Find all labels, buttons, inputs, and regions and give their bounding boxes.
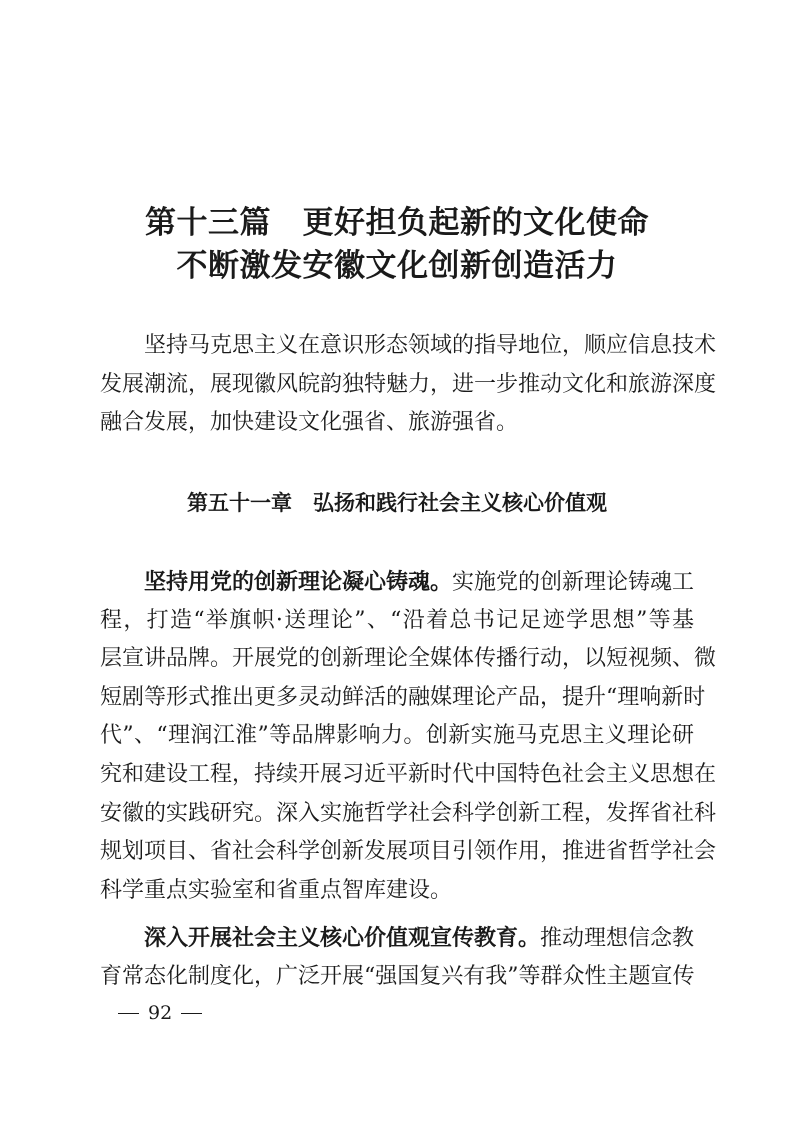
section-title-line-1: 第十三篇 更好担负起新的文化使命: [145, 205, 649, 241]
paragraph-line: 规划项目、省社会科学创新发展项目引领作用，推进省哲学社会: [100, 839, 717, 865]
page-number: [118, 998, 202, 1028]
intro-paragraph: [100, 327, 717, 443]
paragraph-first-line: [100, 919, 694, 958]
paragraph-line: 科学重点实验室和省重点智库建设。: [100, 877, 453, 903]
section-title-line-2: 不断激发安徽文化创新创造活力: [176, 248, 618, 284]
paragraph-line: 程，打造“举旗帜·送理论”、“沿着总书记足迹学思想”等基: [100, 607, 694, 633]
body-paragraph-1: [100, 563, 717, 910]
paragraph-text: 实施党的创新理论铸魂工: [452, 570, 695, 595]
page-number-dash-left: [118, 1013, 139, 1014]
chapter-heading: 第五十一章 弘扬和践行社会主义核心价值观: [187, 491, 607, 515]
paragraph-line: 安徽的实践研究。深入实施哲学社会科学创新工程，发挥省社科: [100, 800, 717, 826]
page-number-dash-right: [181, 1013, 202, 1014]
paragraph-line: 层宣讲品牌。开展党的创新理论全媒体传播行动，以短视频、微: [100, 646, 717, 672]
paragraph-text: 推动理想信念教: [540, 926, 695, 951]
paragraph-lead: 坚持用党的创新理论凝心铸魂。: [144, 569, 453, 595]
paragraph-line: 代”、“理润江淮”等品牌影响力。创新实施马克思主义理论研: [100, 723, 694, 749]
paragraph-first-line: [100, 563, 694, 602]
intro-line: 发展潮流，展现徽风皖韵独特魅力，进一步推动文化和旅游深度: [100, 371, 717, 397]
paragraph-line: 短剧等形式推出更多灵动鲜活的融媒理论产品，提升“理响新时: [100, 684, 706, 710]
intro-line: 坚持马克思主义在意识形态领域的指导地位，顺应信息技术: [144, 333, 717, 358]
page-number-value: 92: [148, 1002, 173, 1024]
paragraph-line: 育常态化制度化，广泛开展“强国复兴有我”等群众性主题宣传: [100, 963, 695, 989]
intro-line: 融合发展，加快建设文化强省、旅游强省。: [100, 410, 519, 436]
paragraph-line: 究和建设工程，持续开展习近平新时代中国特色社会主义思想在: [100, 761, 717, 787]
paragraph-lead: 深入开展社会主义核心价值观宣传教育。: [144, 925, 541, 951]
body-paragraph-2: [100, 919, 694, 996]
